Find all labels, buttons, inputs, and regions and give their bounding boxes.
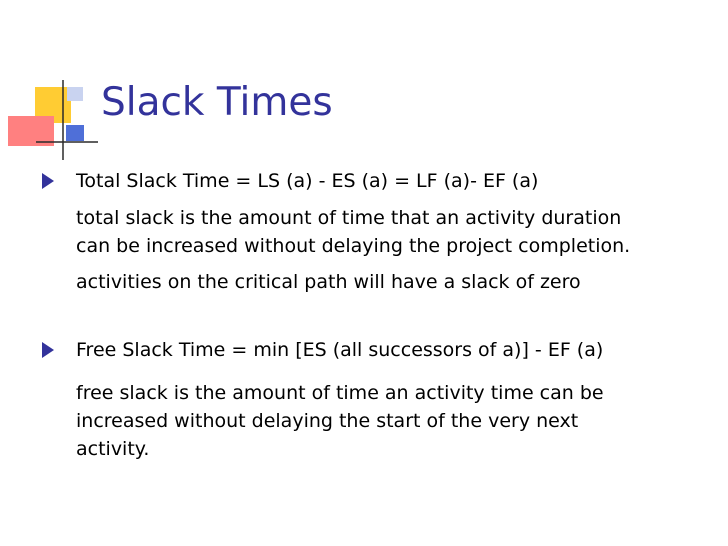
bullet-marker-1	[42, 173, 54, 189]
bullet-heading-2: Free Slack Time = min [ES (all successors of a)] - EF (a)	[76, 339, 604, 361]
bullet-text-line: activities on the critical path will have a slack of zero	[76, 271, 581, 293]
bullet-marker-2	[42, 342, 54, 358]
bullet-text-line: free slack is the amount of time an activity time can be	[76, 382, 604, 404]
bullet-text-line: total slack is the amount of time that an activity duration	[76, 207, 622, 229]
bullet-text-line: activity.	[76, 438, 150, 460]
bullet-text-line: can be increased without delaying the project completion.	[76, 235, 631, 257]
bullet-text-line: increased without delaying the start of the very next	[76, 410, 579, 432]
slide-title: Slack Times	[101, 80, 333, 125]
bullet-heading-1: Total Slack Time = LS (a) - ES (a) = LF (a)- EF (a)	[76, 170, 539, 192]
